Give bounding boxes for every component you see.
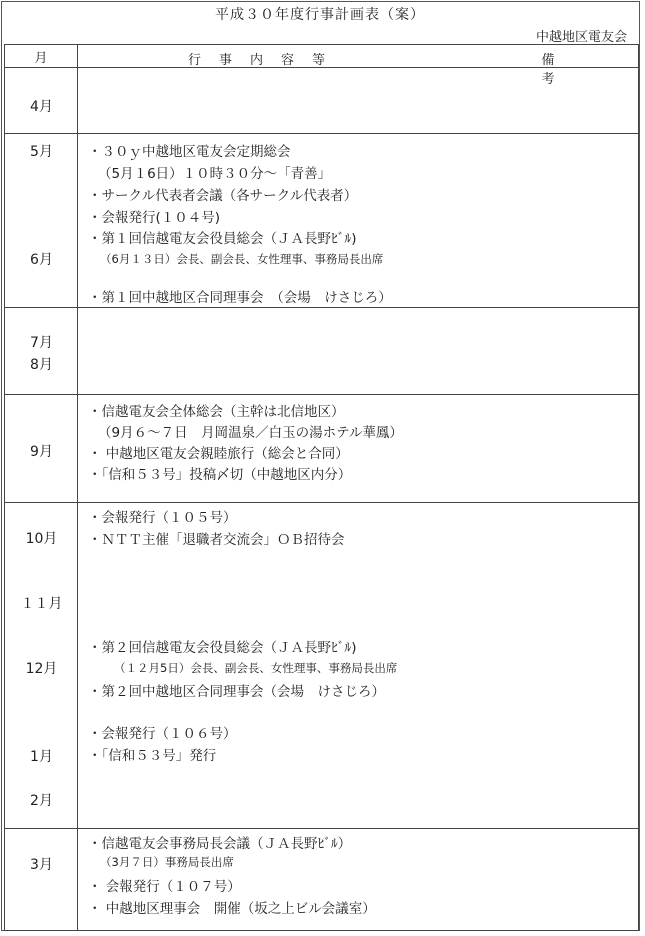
event-line: ・会報発行（１０６号） bbox=[88, 726, 237, 742]
event-line: ・会報発行(１０４号) bbox=[88, 210, 221, 226]
event-cell bbox=[78, 395, 639, 503]
month-label: 10月 bbox=[25, 531, 58, 547]
event-cell bbox=[78, 829, 639, 931]
event-line: （１２月5日）会長、副会長、女性理事、事務局長出席 bbox=[114, 661, 398, 675]
month-label: 4月 bbox=[30, 99, 53, 115]
table-row bbox=[5, 395, 639, 503]
month-label: 9月 bbox=[30, 444, 53, 460]
organization-name: 中越地区電友会 bbox=[535, 30, 627, 45]
month-cell bbox=[5, 68, 78, 134]
event-line: ・ 中越地区理事会 開催（坂之上ビル会議室） bbox=[88, 901, 376, 917]
header-month: 月 bbox=[5, 45, 78, 68]
event-line: ・第２回信越電友会役員総会（ＪＡ長野ﾋﾞﾙ) bbox=[88, 640, 357, 656]
event-line: ・会報発行（１０５号） bbox=[88, 510, 237, 526]
month-label: 3月 bbox=[30, 857, 53, 873]
event-cell bbox=[78, 68, 639, 134]
event-line: ・「信和５３号」投稿〆切（中越地区内分） bbox=[88, 467, 352, 483]
event-line: （6月１３日）会長、副会長、女性理事、事務局長出席 bbox=[100, 252, 384, 266]
month-label: 7月 bbox=[30, 335, 53, 351]
month-label: 5月 bbox=[30, 144, 53, 160]
event-line: （3月７日）事務局長出席 bbox=[100, 855, 234, 869]
event-line: ・３０ｙ中越地区電友会定期総会 bbox=[88, 144, 291, 160]
month-label: 1月 bbox=[30, 749, 53, 765]
event-line: ・ 会報発行（１０７号） bbox=[88, 879, 241, 895]
table-row bbox=[5, 68, 639, 134]
event-cell bbox=[78, 134, 639, 308]
month-cell bbox=[5, 829, 78, 931]
table-row bbox=[5, 829, 639, 931]
table-row bbox=[5, 503, 639, 829]
table-header-row bbox=[5, 45, 639, 68]
event-line: ・サークル代表者会議（各サークル代表者） bbox=[88, 188, 358, 204]
month-label: 2月 bbox=[30, 793, 53, 809]
month-label: 6月 bbox=[30, 252, 53, 268]
event-cell bbox=[78, 308, 639, 395]
event-line: （5月１6日）１０時３０分～「青善」 bbox=[98, 166, 332, 182]
table-row bbox=[5, 308, 639, 395]
document-title: 平成３０年度行事計画表（案） bbox=[215, 7, 425, 23]
event-line: ・「信和５３号」発行 bbox=[88, 748, 217, 764]
event-line: ・信越電友会全体総会（主幹は北信地区） bbox=[88, 404, 345, 420]
event-line: ・ＮＴＴ主催「退職者交流会」ＯＢ招待会 bbox=[88, 532, 345, 548]
month-label: １１月 bbox=[20, 596, 63, 612]
month-cell bbox=[5, 503, 78, 829]
month-label: 12月 bbox=[25, 661, 58, 677]
header-event: 行事内容等 bbox=[188, 53, 344, 68]
month-cell bbox=[5, 308, 78, 395]
event-line: ・ 中越地区電友会親睦旅行（総会と合同） bbox=[88, 446, 349, 462]
header-remarks: 備考 bbox=[541, 53, 615, 87]
header-event-remarks bbox=[78, 45, 639, 87]
event-line: （9月６～７日 月岡温泉／白玉の湯ホテル華鳳） bbox=[98, 425, 403, 441]
month-label: 8月 bbox=[30, 357, 53, 373]
month-cell bbox=[5, 134, 78, 308]
event-line: ・第１回中越地区合同理事会 （会場 けさじろ） bbox=[88, 290, 392, 306]
schedule-table bbox=[4, 44, 639, 931]
table-row bbox=[5, 134, 639, 308]
event-line: ・第２回中越地区合同理事会（会場 けさじろ） bbox=[88, 684, 385, 700]
event-cell bbox=[78, 503, 639, 829]
event-line: ・信越電友会事務局長会議（ＪＡ長野ﾋﾞﾙ） bbox=[88, 836, 352, 852]
event-line: ・第１回信越電友会役員総会（ＪＡ長野ﾋﾞﾙ) bbox=[88, 231, 357, 247]
month-cell bbox=[5, 395, 78, 503]
